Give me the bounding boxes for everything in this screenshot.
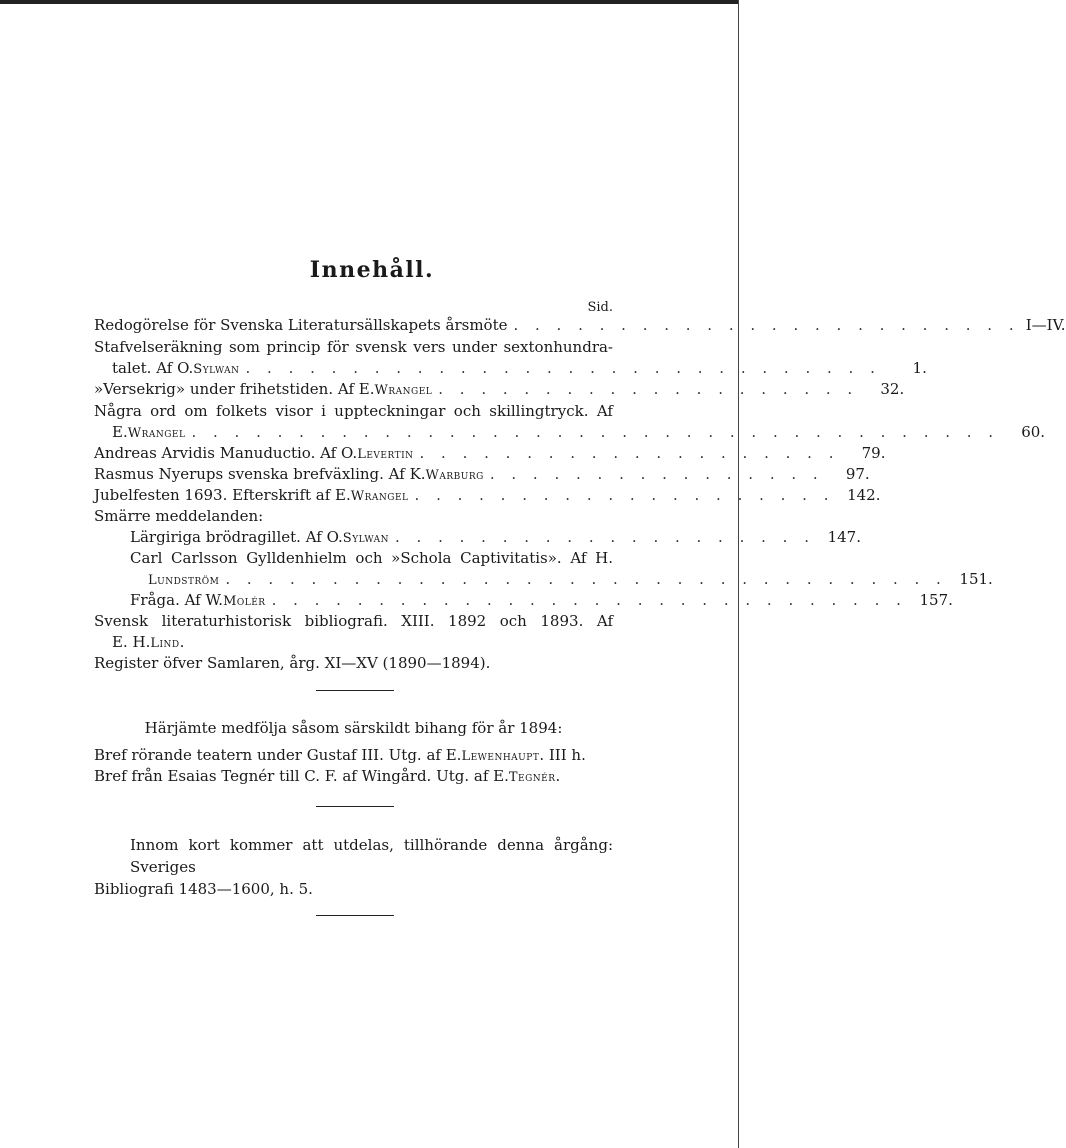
toc-author: Lundström — [148, 573, 220, 588]
toc-page-number: 151. — [959, 570, 993, 588]
toc-entry-text: Register öfver Samlaren, årg. XI—XV (1890—1894). — [94, 654, 491, 672]
leader-dots: . . . . . . . . . . . . . . . . . . . . — [419, 444, 840, 462]
supplement-item-teatern — [94, 745, 613, 766]
toc-author: Molér — [223, 594, 266, 609]
toc-entry-text: Jubelfesten 1693. Efterskrift af E. — [94, 486, 351, 504]
supplement-author: Tegnér — [508, 770, 556, 785]
toc-entry-gylldenhielm — [94, 548, 993, 590]
section-divider — [316, 690, 394, 691]
supplement-text: Bref från Esaias Tegnér till C. F. af Wingård. Utg. af E. — [94, 767, 509, 785]
notice-line: Bibliografi 1483—1600, h. 5. — [94, 880, 313, 898]
supplement-text-end: . III h. — [539, 746, 586, 764]
toc-entry-text: Lärgiriga brödragillet. Af O. — [130, 528, 343, 546]
page-title: Innehåll. — [309, 257, 435, 283]
toc-entry-smarre — [94, 506, 613, 527]
toc-author: Sylwan — [193, 362, 240, 377]
toc-page-number: 79. — [861, 444, 886, 462]
page-column-label: Sid. — [587, 300, 613, 315]
section-divider — [316, 806, 394, 807]
toc-entry-text: Rasmus Nyerups svenska brefväxling. Af K. — [94, 465, 426, 483]
toc-page-number: 60. — [1021, 423, 1046, 441]
toc-entry-fraga — [94, 590, 953, 611]
toc-entry-text: Redogörelse för Svenska Literatursällskapets årsmöte — [94, 316, 508, 334]
toc-entry-text: Smärre meddelanden: — [94, 507, 264, 525]
toc-entry-text-cont: E. H. — [112, 633, 151, 651]
toc-author: Levertin — [357, 447, 414, 462]
toc-entry-text: Fråga. Af W. — [130, 591, 224, 609]
toc-entry-text-cont: talet. Af O. — [112, 359, 194, 377]
toc-page-number: 147. — [827, 528, 861, 546]
toc-entry-text: Andreas Arvidis Manuductio. Af O. — [94, 444, 358, 462]
toc-entry-text: »Versekrig» under frihetstiden. Af E. — [94, 380, 375, 398]
leader-dots: . . . . . . . . . . . . . . . . — [489, 465, 824, 483]
toc-entry-largiriga — [94, 527, 861, 548]
toc-entry-text-cont: E. — [112, 423, 128, 441]
toc-author: Lind — [150, 636, 180, 651]
leader-dots: . . . . . . . . . . . . . . . . . . . . — [438, 380, 859, 398]
notice-line: Innom kort kommer att utdelas, tillhörande denna årgång: Sveriges — [130, 836, 613, 876]
section-divider — [316, 915, 394, 916]
toc-entry-text: Stafvelseräkning som princip för svensk vers under sextonhundra- — [94, 338, 613, 356]
toc-author: Wrangel — [127, 426, 186, 441]
toc-entry-manuductio — [94, 443, 886, 464]
toc-entry-text-end: . — [179, 633, 185, 651]
toc-page-number: 1. — [912, 359, 927, 377]
toc-entry-text: Några ord om folkets visor i uppteckningar och skillingtryck. Af — [94, 402, 613, 420]
toc-author: Sylwan — [342, 531, 390, 546]
supplement-item-tegner — [94, 766, 613, 787]
toc-page-number: I—IV. — [1025, 316, 1066, 334]
toc-author: Wrangel — [350, 489, 409, 504]
supplement-text-end: . — [555, 767, 561, 785]
toc-entry-bibliografi — [94, 611, 613, 653]
toc-entry-stafvelserakning — [94, 337, 927, 379]
leader-dots: . . . . . . . . . . . . . . . . . . . . . . . . . . . . . . . . . . . . . . — [191, 423, 1000, 441]
supplement-heading: Härjämte medfölja såsom särskildt bihang för år 1894: — [144, 719, 563, 737]
toc-entry-jubelfesten — [94, 485, 881, 506]
toc-page-number: 157. — [919, 591, 953, 609]
toc-author: Warburg — [425, 468, 484, 483]
toc-page-number: 97. — [845, 465, 870, 483]
leader-dots: . . . . . . . . . . . . . . . . . . . . — [395, 528, 815, 546]
page-top-border — [0, 0, 738, 4]
toc-author: Wrangel — [374, 383, 433, 398]
toc-page-number: 142. — [847, 486, 881, 504]
toc-entry-register — [94, 653, 613, 674]
toc-entry-text: Carl Carlsson Gylldenhielm och »Schola Captivitatis». Af H. — [130, 549, 613, 567]
notice-paragraph — [94, 834, 613, 900]
toc-page-number: 32. — [880, 380, 905, 398]
supplement-author: Lewenhaupt — [461, 749, 540, 764]
toc-entry-folkets-visor — [94, 401, 1046, 443]
toc-entry-text: Svensk literaturhistorisk bibliografi. XIII. 1892 och 1893. Af — [94, 612, 613, 630]
toc-entry-redogorelse — [94, 315, 1066, 336]
toc-entry-nyerup — [94, 464, 870, 485]
leader-dots: . . . . . . . . . . . . . . . . . . . . . . . . . . . . . . — [271, 591, 907, 609]
toc-entry-versekrig — [94, 379, 905, 400]
leader-dots: . . . . . . . . . . . . . . . . . . . . . . . . . . . . . . . . . . — [225, 570, 947, 588]
supplement-text: Bref rörande teatern under Gustaf III. Utg. af E. — [94, 746, 462, 764]
leader-dots: . . . . . . . . . . . . . . . . . . . . . . . . . . . . . . — [245, 359, 881, 377]
leader-dots: . . . . . . . . . . . . . . . . . . . . — [414, 486, 835, 504]
leader-dots: . . . . . . . . . . . . . . . . . . . . . . . . — [513, 316, 1020, 334]
